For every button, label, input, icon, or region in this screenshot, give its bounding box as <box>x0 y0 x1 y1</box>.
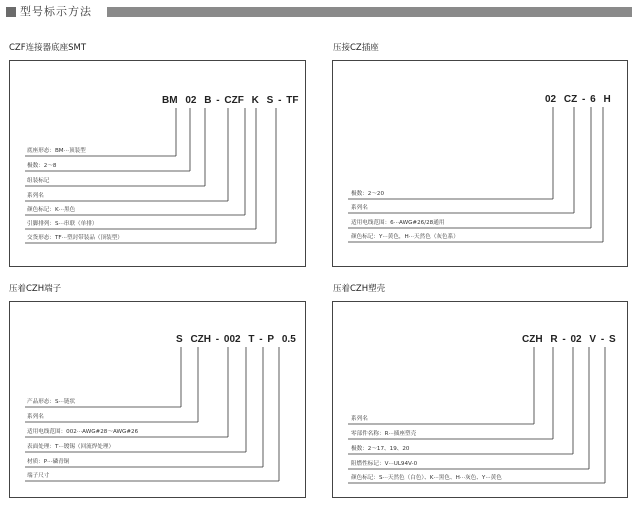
label-series: 系列名 <box>351 205 368 211</box>
code-seg-poles: 02 <box>570 334 582 345</box>
code-seg-series: CZF <box>224 95 244 106</box>
code-seg-product-form: S <box>176 334 183 345</box>
code-seg-poles: 02 <box>185 95 197 106</box>
label-poles: 极数：2～20 <box>351 191 385 197</box>
label-part-name: 零部件名称：R···插座塑壳 <box>351 431 417 437</box>
code-seg-size: 0.5 <box>281 334 296 345</box>
label-pin-layout: 引脚排列：S···串联（单排） <box>27 221 98 227</box>
code-seg-part-name: R <box>550 334 558 345</box>
code-dash: - <box>582 94 586 105</box>
code-seg-series: CZH <box>522 334 543 345</box>
code-seg-delivery: TF <box>286 95 299 106</box>
code-seg-series: CZH <box>190 334 212 345</box>
panel-title-cz-socket: 压接CZ插座 <box>333 43 379 53</box>
label-poles: 极数：2～8 <box>27 163 57 169</box>
panel-title-czh-housing: 压着CZH塑壳 <box>333 284 386 294</box>
label-material: 材质：P···磷青铜 <box>27 459 70 465</box>
label-flame: 阻燃性标记：V···UL94V-0 <box>351 461 418 467</box>
label-series: 系列名 <box>27 414 44 420</box>
code-seg-bm: BM <box>162 95 178 106</box>
label-color: 颜色标记：S···天然色（白色）、K···黑色、H···灰色、Y···黄色 <box>351 475 502 481</box>
code-seg-wire-range: 6 <box>590 94 596 105</box>
code-seg-assembly: B <box>204 95 212 106</box>
code-seg-color: H <box>603 94 611 105</box>
section-title: 型号标示方法 <box>20 5 92 18</box>
label-product-form: 产品形态：S···链状 <box>27 399 76 405</box>
code-seg-poles: 02 <box>545 94 557 105</box>
label-color: 颜色标记：K···黑色 <box>27 207 76 213</box>
code-seg-flame: V <box>589 334 597 345</box>
panel-title-czh-terminal: 压着CZH端子 <box>9 284 62 294</box>
label-color: 颜色标记：Y···黄色，H···天然色（灰色系） <box>351 234 459 240</box>
label-poles: 极数：2～17、19、20 <box>351 446 410 452</box>
code-seg-color: K <box>251 95 259 106</box>
code-dash: - <box>216 95 220 106</box>
label-wire-range: 适用电线范围：002···AWG#28～AWG#26 <box>27 429 139 435</box>
label-series: 系列名 <box>351 416 368 422</box>
code-dash: - <box>215 334 220 345</box>
code-dash: - <box>259 334 263 345</box>
code-dash: - <box>600 334 605 345</box>
label-delivery: 交货形态：TF···塑封带装品（顶装型） <box>27 235 123 241</box>
code-seg-pin-layout: S <box>266 95 274 106</box>
code-dash: - <box>562 334 566 345</box>
code-dash: - <box>278 95 282 106</box>
label-surface: 表面处理：T···镀锡（回流焊处理） <box>27 444 115 450</box>
panel-title-czf-base: CZF连接器底座SMT <box>9 43 87 53</box>
code-seg-color: S <box>608 334 616 345</box>
label-base-form: 底座形态：BM···顶装型 <box>27 148 86 154</box>
label-size: 端子尺寸 <box>27 473 50 479</box>
label-wire-range: 适用电线范围：6···AWG#26/28通用 <box>351 220 445 226</box>
code-seg-surface: T <box>248 334 255 345</box>
label-series: 系列名 <box>27 193 44 199</box>
code-seg-series: CZ <box>563 94 578 105</box>
code-seg-material: P <box>267 334 275 345</box>
code-seg-wire-range: 002 <box>223 334 241 345</box>
label-assembly: 组装标记 <box>27 178 50 184</box>
